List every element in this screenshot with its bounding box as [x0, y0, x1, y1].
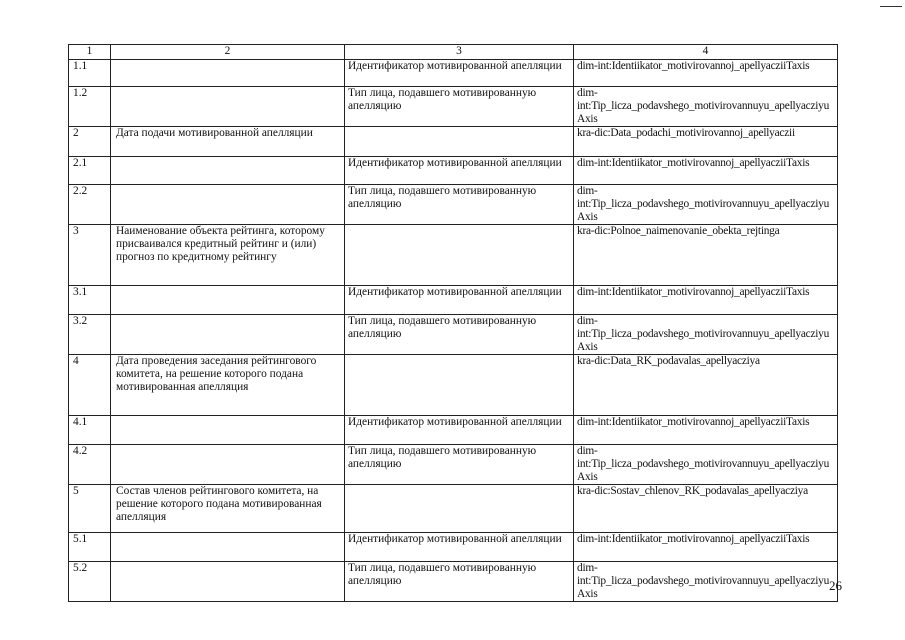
- row-dimension-cell: Идентификатор мотивированной апелляции: [345, 60, 574, 87]
- row-number-cell: 4: [69, 355, 111, 416]
- row-number-cell: 1.1: [69, 60, 111, 87]
- row-code-cell: dim-int:Identiikator_motivirovannoj_apellyacziiTaxis: [574, 533, 838, 562]
- row-code-cell: dim-int:Identiikator_motivirovannoj_apellyacziiTaxis: [574, 416, 838, 445]
- row-code-cell: dim-int:Identiikator_motivirovannoj_apellyacziiTaxis: [574, 286, 838, 315]
- row-code-cell: dim-int:Tip_licza_podavshego_motivirovannuyu_apellyacziyuAxis: [574, 185, 838, 225]
- row-dimension-cell: [345, 225, 574, 286]
- row-number-cell: 3.2: [69, 315, 111, 355]
- row-name-cell: [111, 87, 345, 127]
- table-row: [69, 315, 838, 355]
- row-dimension-cell: [345, 485, 574, 533]
- table-row: [69, 185, 838, 225]
- row-code-cell: dim-int:Tip_licza_podavshego_motivirovannuyu_apellyacziyuAxis: [574, 87, 838, 127]
- row-number-cell: 4.1: [69, 416, 111, 445]
- table-row: [69, 533, 838, 562]
- row-number-cell: 3.1: [69, 286, 111, 315]
- table-header-row: [69, 45, 838, 60]
- row-name-cell: [111, 185, 345, 225]
- column-header-2: 2: [111, 45, 345, 60]
- row-number-cell: 2.2: [69, 185, 111, 225]
- page-number: 26: [829, 578, 842, 593]
- row-code-cell: kra-dic:Data_RK_podavalas_apellyacziya: [574, 355, 838, 416]
- row-name-cell: [111, 60, 345, 87]
- row-dimension-cell: Тип лица, подавшего мотивированную апелляцию: [345, 185, 574, 225]
- row-code-cell: dim-int:Tip_licza_podavshego_motivirovannuyu_apellyacziyuAxis: [574, 562, 838, 602]
- row-dimension-cell: Тип лица, подавшего мотивированную апелляцию: [345, 87, 574, 127]
- row-number-cell: 2: [69, 127, 111, 157]
- row-name-cell: [111, 533, 345, 562]
- table-row: [69, 485, 838, 533]
- row-dimension-cell: Тип лица, подавшего мотивированную апелляцию: [345, 315, 574, 355]
- column-header-1: 1: [69, 45, 111, 60]
- row-name-cell: [111, 416, 345, 445]
- row-code-cell: dim-int:Identiikator_motivirovannoj_apellyacziiTaxis: [574, 157, 838, 185]
- table-row: [69, 416, 838, 445]
- row-code-cell: kra-dic:Polnoe_naimenovanie_obekta_rejtinga: [574, 225, 838, 286]
- row-code-cell: dim-int:Tip_licza_podavshego_motivirovannuyu_apellyacziyuAxis: [574, 445, 838, 485]
- table-row: [69, 157, 838, 185]
- table-row: [69, 87, 838, 127]
- row-dimension-cell: Идентификатор мотивированной апелляции: [345, 157, 574, 185]
- row-dimension-cell: Тип лица, подавшего мотивированную апелляцию: [345, 445, 574, 485]
- row-number-cell: 2.1: [69, 157, 111, 185]
- table-row: [69, 60, 838, 87]
- column-header-3: 3: [345, 45, 574, 60]
- table-row: [69, 286, 838, 315]
- table-row: [69, 225, 838, 286]
- table-row: [69, 355, 838, 416]
- row-number-cell: 1.2: [69, 87, 111, 127]
- row-name-cell: Наименование объекта рейтинга, которому присваивался кредитный рейтинг и (или) прогноз по кредитному рейтингу: [111, 225, 345, 286]
- row-name-cell: Дата проведения заседания рейтингового комитета, на решение которого подана мотивированная апелляция: [111, 355, 345, 416]
- row-code-cell: dim-int:Identiikator_motivirovannoj_apellyacziiTaxis: [574, 60, 838, 87]
- table-row: [69, 562, 838, 602]
- row-dimension-cell: Идентификатор мотивированной апелляции: [345, 286, 574, 315]
- row-dimension-cell: Идентификатор мотивированной апелляции: [345, 533, 574, 562]
- row-dimension-cell: Тип лица, подавшего мотивированную апелляцию: [345, 562, 574, 602]
- row-number-cell: 5: [69, 485, 111, 533]
- row-code-cell: kra-dic:Sostav_chlenov_RK_podavalas_apellyacziya: [574, 485, 838, 533]
- row-number-cell: 5.2: [69, 562, 111, 602]
- row-number-cell: 4.2: [69, 445, 111, 485]
- row-name-cell: [111, 562, 345, 602]
- row-dimension-cell: [345, 127, 574, 157]
- top-corner-rule: [880, 6, 902, 7]
- row-name-cell: [111, 286, 345, 315]
- row-name-cell: [111, 315, 345, 355]
- row-dimension-cell: Идентификатор мотивированной апелляции: [345, 416, 574, 445]
- row-name-cell: Состав членов рейтингового комитета, на решение которого подана мотивированная апелляция: [111, 485, 345, 533]
- row-name-cell: [111, 157, 345, 185]
- table-row: [69, 127, 838, 157]
- column-header-4: 4: [574, 45, 838, 60]
- row-name-cell: [111, 445, 345, 485]
- row-number-cell: 3: [69, 225, 111, 286]
- data-table: [68, 44, 838, 602]
- table-row: [69, 445, 838, 485]
- row-code-cell: dim-int:Tip_licza_podavshego_motivirovannuyu_apellyacziyuAxis: [574, 315, 838, 355]
- row-name-cell: Дата подачи мотивированной апелляции: [111, 127, 345, 157]
- row-number-cell: 5.1: [69, 533, 111, 562]
- row-code-cell: kra-dic:Data_podachi_motivirovannoj_apellyaczii: [574, 127, 838, 157]
- row-dimension-cell: [345, 355, 574, 416]
